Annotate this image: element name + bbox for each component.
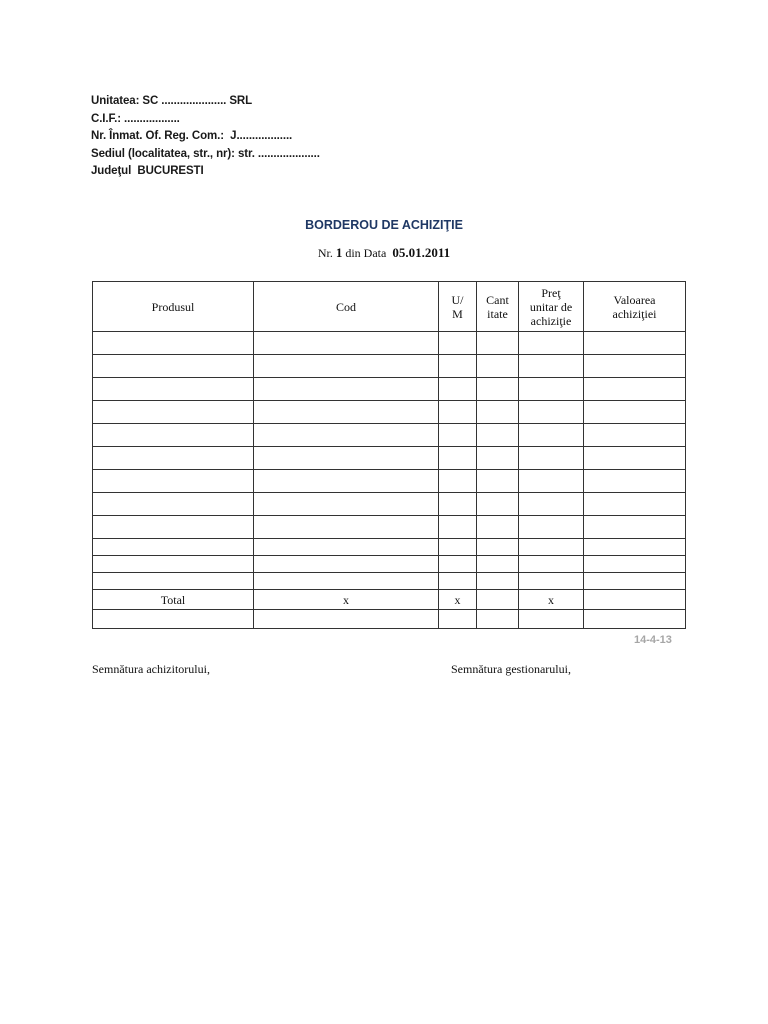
table-header-row <box>93 282 686 332</box>
table-row <box>93 401 686 424</box>
table-cell-quantity[interactable] <box>477 493 519 516</box>
table-cell-code[interactable] <box>254 355 439 378</box>
table-cell-quantity[interactable] <box>477 447 519 470</box>
document-title: BORDEROU DE ACHIZIŢIE <box>305 218 463 232</box>
table-cell-product[interactable] <box>93 573 254 590</box>
table-cell-unit[interactable] <box>439 573 477 590</box>
table-cell-code[interactable] <box>254 470 439 493</box>
manager-signature-label: Semnătura gestionarului, <box>451 662 571 676</box>
table-row <box>93 610 686 629</box>
table-cell-unit-price[interactable] <box>519 424 584 447</box>
table-cell-code[interactable] <box>254 539 439 556</box>
header-quantity: Cant itate <box>477 282 519 332</box>
table-cell-unit-price[interactable] <box>519 610 584 629</box>
table-cell-unit[interactable] <box>439 493 477 516</box>
table-cell-unit-price[interactable] <box>519 516 584 539</box>
table-cell-product[interactable] <box>93 493 254 516</box>
header-code: Cod <box>254 282 439 332</box>
table-cell-unit-price[interactable] <box>519 556 584 573</box>
total-cell-product: Total <box>93 590 254 610</box>
table-cell-quantity[interactable] <box>477 539 519 556</box>
table-row <box>93 470 686 493</box>
table-cell-unit[interactable] <box>439 424 477 447</box>
table-cell-unit-price[interactable] <box>519 378 584 401</box>
total-cell-value[interactable] <box>584 590 686 610</box>
table-cell-code[interactable] <box>254 516 439 539</box>
total-cell-quantity[interactable] <box>477 590 519 610</box>
table-cell-unit-price[interactable] <box>519 447 584 470</box>
county-line: Judeţul BUCURESTI <box>91 165 204 177</box>
table-cell-unit[interactable] <box>439 447 477 470</box>
table-cell-unit-price[interactable] <box>519 332 584 355</box>
table-cell-value[interactable] <box>584 332 686 355</box>
table-cell-quantity[interactable] <box>477 516 519 539</box>
table-cell-code[interactable] <box>254 378 439 401</box>
unit-line: Unitatea: SC ..................... SRL <box>91 95 253 107</box>
table-row <box>93 539 686 556</box>
document-number-line <box>0 245 768 261</box>
table-row <box>93 556 686 573</box>
table-cell-product[interactable] <box>93 470 254 493</box>
table-cell-quantity[interactable] <box>477 470 519 493</box>
table-cell-code[interactable] <box>254 573 439 590</box>
table-cell-value[interactable] <box>584 447 686 470</box>
table-cell-value[interactable] <box>584 539 686 556</box>
total-cell-unit-price: x <box>519 590 584 610</box>
table-cell-quantity[interactable] <box>477 573 519 590</box>
table-cell-quantity[interactable] <box>477 556 519 573</box>
total-row <box>93 590 686 610</box>
company-info-block <box>91 93 320 181</box>
header-product: Produsul <box>93 282 254 332</box>
header-value: Valoarea achiziţiei <box>584 282 686 332</box>
table-cell-quantity[interactable] <box>477 332 519 355</box>
table-cell-product[interactable] <box>93 556 254 573</box>
table-cell-quantity[interactable] <box>477 401 519 424</box>
nr-value: 1 <box>335 245 343 260</box>
table-row <box>93 378 686 401</box>
table-cell-value[interactable] <box>584 573 686 590</box>
table-cell-product[interactable] <box>93 539 254 556</box>
table-cell-quantity[interactable] <box>477 610 519 629</box>
date-value: 05.01.2011 <box>392 245 451 260</box>
table-row <box>93 332 686 355</box>
form-code: 14-4-13 <box>634 634 672 646</box>
table-row <box>93 447 686 470</box>
table-cell-code[interactable] <box>254 610 439 629</box>
table-cell-code[interactable] <box>254 424 439 447</box>
reg-com-line: Nr. Înmat. Of. Reg. Com.: J.................. <box>91 130 293 142</box>
address-line: Sediul (localitatea, str., nr): str. .................... <box>91 147 320 160</box>
table-row <box>93 493 686 516</box>
table-row <box>93 355 686 378</box>
table-cell-value[interactable] <box>584 401 686 424</box>
table-cell-product[interactable] <box>93 378 254 401</box>
cif-line: C.I.F.: .................. <box>91 112 180 125</box>
table-cell-product[interactable] <box>93 355 254 378</box>
table-cell-code[interactable] <box>254 447 439 470</box>
table-cell-unit-price[interactable] <box>519 401 584 424</box>
table-cell-value[interactable] <box>584 378 686 401</box>
table-cell-unit-price[interactable] <box>519 539 584 556</box>
total-cell-unit: x <box>439 590 477 610</box>
table-cell-unit[interactable] <box>439 539 477 556</box>
table-cell-product[interactable] <box>93 610 254 629</box>
table-cell-value[interactable] <box>584 493 686 516</box>
table-cell-code[interactable] <box>254 401 439 424</box>
table-cell-quantity[interactable] <box>477 355 519 378</box>
table-cell-unit[interactable] <box>439 556 477 573</box>
table-cell-unit[interactable] <box>439 610 477 629</box>
table-cell-code[interactable] <box>254 332 439 355</box>
table-cell-code[interactable] <box>254 556 439 573</box>
table-cell-unit-price[interactable] <box>519 355 584 378</box>
table-cell-value[interactable] <box>584 610 686 629</box>
buyer-signature-label: Semnătura achizitorului, <box>92 662 210 676</box>
table-cell-product[interactable] <box>93 447 254 470</box>
nr-label: Nr. <box>317 246 333 260</box>
table-cell-unit-price[interactable] <box>519 470 584 493</box>
table-row <box>93 516 686 539</box>
header-unit: U/ M <box>439 282 477 332</box>
table-row <box>93 424 686 447</box>
table-cell-unit[interactable] <box>439 470 477 493</box>
table-cell-unit[interactable] <box>439 355 477 378</box>
table-cell-value[interactable] <box>584 516 686 539</box>
table-cell-unit[interactable] <box>439 401 477 424</box>
table-cell-quantity[interactable] <box>477 378 519 401</box>
table-cell-unit[interactable] <box>439 332 477 355</box>
table-cell-value[interactable] <box>584 355 686 378</box>
table-cell-code[interactable] <box>254 493 439 516</box>
table-cell-unit[interactable] <box>439 378 477 401</box>
total-cell-code: x <box>254 590 439 610</box>
table-cell-unit-price[interactable] <box>519 493 584 516</box>
table-cell-quantity[interactable] <box>477 424 519 447</box>
table-cell-product[interactable] <box>93 424 254 447</box>
acquisition-table <box>92 281 686 629</box>
table-cell-unit-price[interactable] <box>519 573 584 590</box>
table-cell-unit[interactable] <box>439 516 477 539</box>
date-label: din Data <box>345 246 387 260</box>
table-cell-product[interactable] <box>93 401 254 424</box>
table-cell-value[interactable] <box>584 470 686 493</box>
header-unit-price: Preţ unitar de achiziţie <box>519 282 584 332</box>
table-cell-value[interactable] <box>584 424 686 447</box>
table-cell-value[interactable] <box>584 556 686 573</box>
table-cell-product[interactable] <box>93 516 254 539</box>
table-cell-product[interactable] <box>93 332 254 355</box>
table-row <box>93 573 686 590</box>
